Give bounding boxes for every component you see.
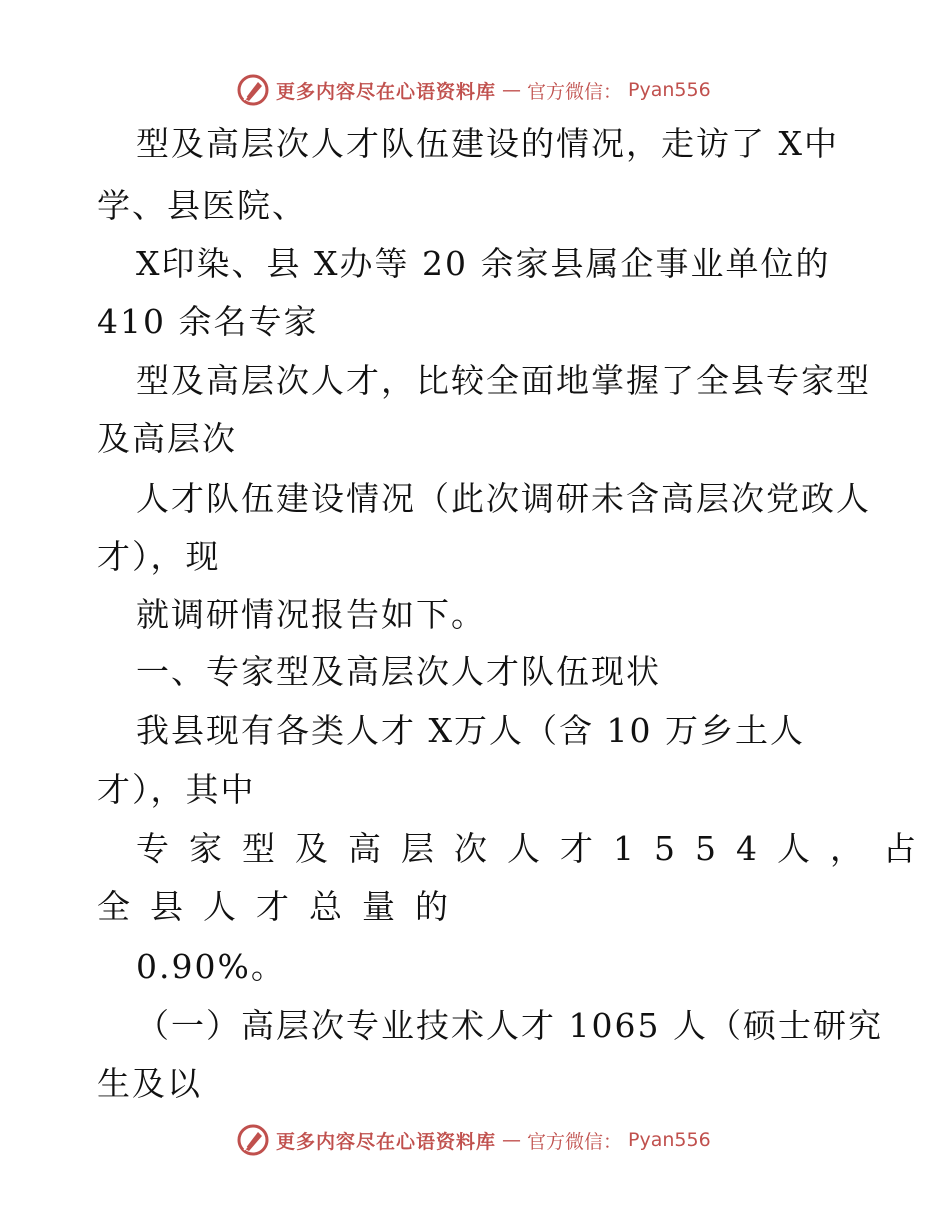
body-line: 人才队伍建设情况（此次调研未含高层次党政人 (136, 479, 871, 518)
pen-nib-seal-icon (236, 1123, 270, 1157)
body-line: 410 余名专家 (97, 302, 319, 341)
banner-brand-text: 更多内容尽在心语资料库 (276, 1130, 497, 1153)
header-banner (236, 72, 711, 108)
body-line: 一、专家型及高层次人才队伍现状 (136, 652, 661, 691)
footer-banner (236, 1122, 711, 1158)
pen-nib-seal-icon (236, 73, 270, 107)
body-line: 型及高层次人才，比较全面地掌握了全县专家型 (136, 361, 871, 400)
body-line: 生及以 (97, 1064, 202, 1103)
body-line: X印染、县 X办等 20 余家县属企事业单位的 (136, 244, 831, 283)
body-line: （一）高层次专业技术人才 1065 人（硕士研究 (136, 1006, 883, 1045)
banner-brand-text: 更多内容尽在心语资料库 (276, 80, 497, 103)
body-line: 全县人才总量的 (97, 887, 468, 926)
body-line: 才），其中 (97, 770, 256, 809)
body-line: 学、县医院、 (97, 186, 307, 225)
banner-wechat-label: 官方微信： (527, 80, 623, 103)
banner-wechat-id: Pyan556 (628, 1129, 711, 1151)
banner-separator: — (502, 79, 522, 101)
banner-wechat-label: 官方微信： (527, 1130, 623, 1153)
body-line: 0.90%。 (136, 947, 286, 986)
body-line: 才），现 (97, 537, 221, 576)
body-line: 及高层次 (97, 419, 237, 458)
body-line: 专家型及高层次人才1554人，占 (136, 829, 936, 868)
body-line: 就调研情况报告如下。 (136, 595, 486, 634)
body-line: 我县现有各类人才 X万人（含 10 万乡土人 (136, 711, 805, 750)
banner-wechat-id: Pyan556 (628, 79, 711, 101)
body-line: 型及高层次人才队伍建设的情况，走访了 X中 (136, 124, 839, 163)
banner-separator: — (502, 1129, 522, 1151)
